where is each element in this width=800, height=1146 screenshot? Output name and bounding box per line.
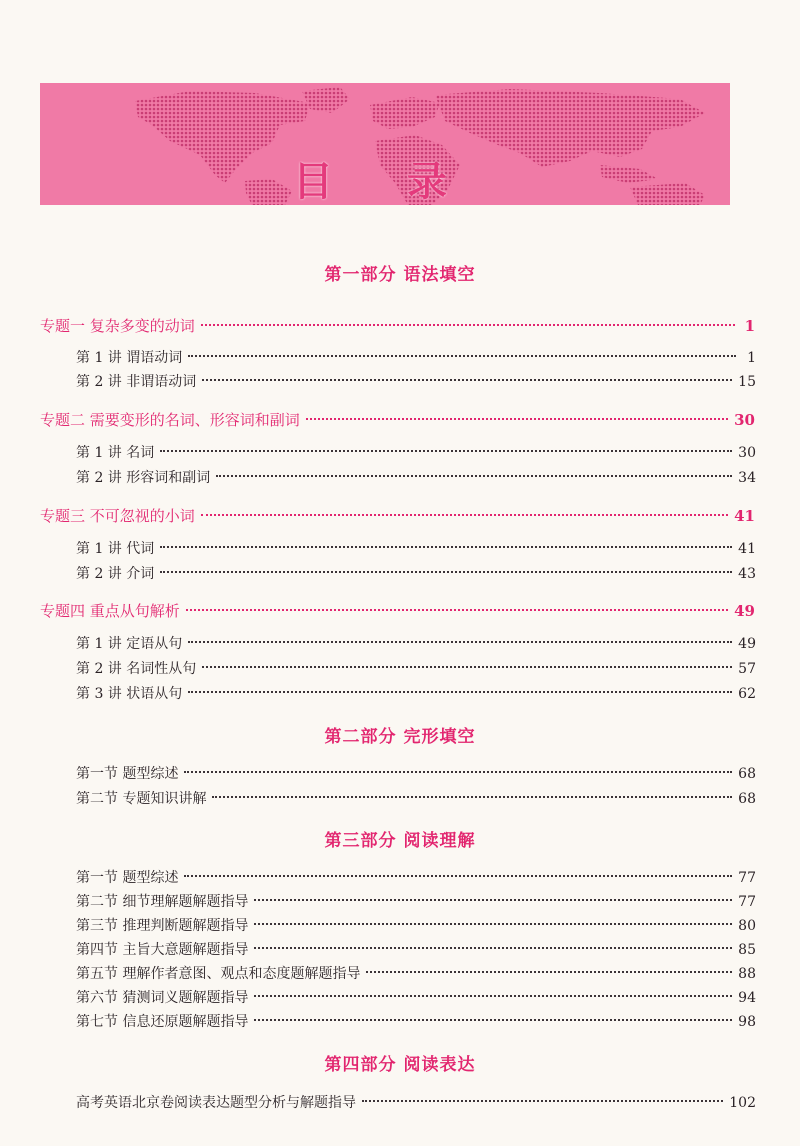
lesson-label: 第 2 讲 非谓语动词 [76,374,197,390]
section-label: 第四节 主旨大意题解题指导 [76,942,249,958]
lesson-row[interactable] [76,563,756,585]
lesson-row[interactable] [76,467,756,489]
lesson-row[interactable] [76,347,756,369]
lesson-row[interactable] [76,683,756,705]
section-page: 88 [738,966,756,982]
topic-3[interactable] [40,505,755,527]
leader-dots [254,923,732,925]
lesson-label: 第 1 讲 定语从句 [76,636,183,652]
lesson-row[interactable] [76,371,756,393]
lesson-page: 34 [738,470,756,486]
section-label: 第三节 推理判断题解题指导 [76,918,249,934]
section-row[interactable] [76,1011,756,1033]
topic-4[interactable] [40,600,755,622]
lesson-row[interactable] [76,658,756,680]
topic-label: 专题二 需要变形的名词、形容词和副词 [40,411,300,429]
leader-dots [184,771,732,773]
lesson-page: 41 [738,541,756,557]
lesson-row[interactable] [76,442,756,464]
leader-dots [216,475,732,477]
topic-page: 1 [744,317,755,335]
section-label: 第一节 题型综述 [76,766,179,782]
leader-dots [254,947,732,949]
leader-dots [201,324,735,326]
part-2-title: 第二部分 完形填空 [324,727,476,747]
lesson-label: 第 1 讲 名词 [76,445,155,461]
section-label: 第五节 理解作者意图、观点和态度题解题指导 [76,966,361,982]
section-label: 第二节 细节理解题解题指导 [76,894,249,910]
lesson-label: 第 2 讲 形容词和副词 [76,470,211,486]
lesson-page: 15 [738,374,756,390]
leader-dots [188,641,732,643]
lesson-label: 第 2 讲 名词性从句 [76,661,197,677]
section-label: 第一节 题型综述 [76,870,179,886]
topic-2[interactable] [40,409,755,431]
part-3-title: 第三部分 阅读理解 [324,831,476,851]
topic-page: 41 [734,507,755,525]
page-title [40,150,730,205]
header-banner [40,83,730,205]
page-title-text: 目 录 [293,158,477,205]
lesson-page: 62 [738,686,756,702]
leader-dots [254,899,732,901]
lesson-page: 57 [738,661,756,677]
section-page: 77 [738,870,756,886]
lesson-row[interactable] [76,633,756,655]
lesson-page: 30 [738,445,756,461]
section-page: 77 [738,894,756,910]
section-page: 68 [738,766,756,782]
section-label: 高考英语北京卷阅读表达题型分析与解题指导 [76,1095,356,1111]
section-row[interactable] [76,987,756,1009]
section-page: 98 [738,1014,756,1030]
topic-label: 专题三 不可忽视的小词 [40,507,195,525]
leader-dots [254,1019,732,1021]
leader-dots [254,995,732,997]
lesson-label: 第 1 讲 代词 [76,541,155,557]
leader-dots [160,571,732,573]
leader-dots [184,875,732,877]
lesson-label: 第 1 讲 谓语动词 [76,350,183,366]
section-row[interactable] [76,891,756,913]
topic-page: 30 [734,411,755,429]
leader-dots [186,609,728,611]
section-row[interactable] [76,939,756,961]
lesson-page: 1 [747,350,756,366]
section-page: 94 [738,990,756,1006]
section-label: 第六节 猜测词义题解题指导 [76,990,249,1006]
topic-label: 专题一 复杂多变的动词 [40,317,195,335]
leader-dots [160,450,732,452]
leader-dots [212,796,732,798]
section-row[interactable] [76,963,756,985]
section-row[interactable] [76,1092,756,1114]
lesson-label: 第 2 讲 介词 [76,566,155,582]
section-row[interactable] [76,788,756,810]
section-page: 85 [738,942,756,958]
section-page: 80 [738,918,756,934]
topic-label: 专题四 重点从句解析 [40,602,180,620]
leader-dots [188,355,736,357]
lesson-page: 43 [738,566,756,582]
lesson-page: 49 [738,636,756,652]
leader-dots [366,971,732,973]
leader-dots [201,514,728,516]
topic-page: 49 [734,602,755,620]
topic-1[interactable] [40,315,755,337]
section-row[interactable] [76,915,756,937]
section-page: 68 [738,791,756,807]
leader-dots [188,691,732,693]
leader-dots [202,666,732,668]
leader-dots [160,546,732,548]
leader-dots [362,1100,723,1102]
leader-dots [306,418,728,420]
section-page: 102 [729,1095,756,1111]
lesson-row[interactable] [76,538,756,560]
section-label: 第七节 信息还原题解题指导 [76,1014,249,1030]
leader-dots [202,379,732,381]
section-row[interactable] [76,763,756,785]
lesson-label: 第 3 讲 状语从句 [76,686,183,702]
part-4-title: 第四部分 阅读表达 [324,1055,476,1075]
part-1-title: 第一部分 语法填空 [324,265,476,285]
section-label: 第二节 专题知识讲解 [76,791,207,807]
section-row[interactable] [76,867,756,889]
